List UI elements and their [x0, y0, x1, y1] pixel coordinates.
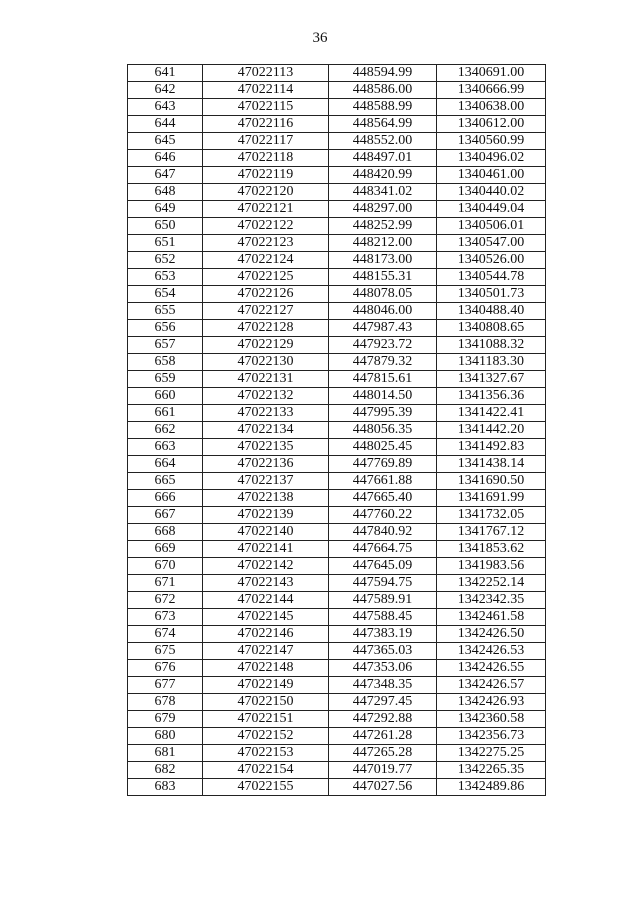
table-row — [128, 133, 546, 150]
y-coordinate-cell: 1342265.35 — [437, 762, 546, 779]
y-coordinate-cell: 1341438.14 — [437, 456, 546, 473]
point-id-cell: 47022122 — [203, 218, 329, 235]
x-coordinate-cell: 448594.99 — [329, 65, 437, 82]
x-coordinate-cell: 447261.28 — [329, 728, 437, 745]
point-id-cell: 47022114 — [203, 82, 329, 99]
table-row — [128, 728, 546, 745]
point-id-cell: 47022121 — [203, 201, 329, 218]
y-coordinate-cell: 1342426.93 — [437, 694, 546, 711]
point-number-cell: 666 — [128, 490, 203, 507]
point-number-cell: 650 — [128, 218, 203, 235]
table-row — [128, 745, 546, 762]
x-coordinate-cell: 447664.75 — [329, 541, 437, 558]
y-coordinate-cell: 1341356.36 — [437, 388, 546, 405]
point-number-cell: 672 — [128, 592, 203, 609]
point-id-cell: 47022134 — [203, 422, 329, 439]
point-number-cell: 682 — [128, 762, 203, 779]
point-number-cell: 653 — [128, 269, 203, 286]
point-number-cell: 656 — [128, 320, 203, 337]
point-number-cell: 647 — [128, 167, 203, 184]
y-coordinate-cell: 1342426.57 — [437, 677, 546, 694]
point-number-cell: 683 — [128, 779, 203, 796]
x-coordinate-cell: 447995.39 — [329, 405, 437, 422]
point-id-cell: 47022124 — [203, 252, 329, 269]
point-id-cell: 47022137 — [203, 473, 329, 490]
table-row — [128, 439, 546, 456]
point-id-cell: 47022127 — [203, 303, 329, 320]
point-number-cell: 641 — [128, 65, 203, 82]
table-row — [128, 235, 546, 252]
point-number-cell: 676 — [128, 660, 203, 677]
x-coordinate-cell: 448212.00 — [329, 235, 437, 252]
point-number-cell: 655 — [128, 303, 203, 320]
x-coordinate-cell: 448341.02 — [329, 184, 437, 201]
point-id-cell: 47022147 — [203, 643, 329, 660]
point-id-cell: 47022125 — [203, 269, 329, 286]
point-number-cell: 657 — [128, 337, 203, 354]
point-id-cell: 47022153 — [203, 745, 329, 762]
table-row — [128, 524, 546, 541]
coordinates-table-body — [128, 65, 546, 796]
y-coordinate-cell: 1340691.00 — [437, 65, 546, 82]
table-row — [128, 82, 546, 99]
point-id-cell: 47022151 — [203, 711, 329, 728]
y-coordinate-cell: 1341442.20 — [437, 422, 546, 439]
point-number-cell: 680 — [128, 728, 203, 745]
x-coordinate-cell: 448588.99 — [329, 99, 437, 116]
point-id-cell: 47022143 — [203, 575, 329, 592]
point-id-cell: 47022136 — [203, 456, 329, 473]
table-row — [128, 660, 546, 677]
x-coordinate-cell: 448173.00 — [329, 252, 437, 269]
table-row — [128, 541, 546, 558]
page-number: 36 — [312, 30, 328, 46]
y-coordinate-cell: 1342342.35 — [437, 592, 546, 609]
x-coordinate-cell: 448078.05 — [329, 286, 437, 303]
table-row — [128, 218, 546, 235]
point-number-cell: 662 — [128, 422, 203, 439]
y-coordinate-cell: 1340547.00 — [437, 235, 546, 252]
table-row — [128, 99, 546, 116]
table-row — [128, 762, 546, 779]
y-coordinate-cell: 1341183.30 — [437, 354, 546, 371]
point-number-cell: 661 — [128, 405, 203, 422]
table-row — [128, 490, 546, 507]
x-coordinate-cell: 447297.45 — [329, 694, 437, 711]
y-coordinate-cell: 1342252.14 — [437, 575, 546, 592]
point-number-cell: 675 — [128, 643, 203, 660]
y-coordinate-cell: 1340808.65 — [437, 320, 546, 337]
point-id-cell: 47022133 — [203, 405, 329, 422]
table-row — [128, 473, 546, 490]
table-row — [128, 405, 546, 422]
table-row — [128, 354, 546, 371]
table-row — [128, 116, 546, 133]
point-number-cell: 659 — [128, 371, 203, 388]
y-coordinate-cell: 1341690.50 — [437, 473, 546, 490]
table-row — [128, 456, 546, 473]
point-id-cell: 47022115 — [203, 99, 329, 116]
point-id-cell: 47022138 — [203, 490, 329, 507]
y-coordinate-cell: 1340560.99 — [437, 133, 546, 150]
x-coordinate-cell: 447594.75 — [329, 575, 437, 592]
point-id-cell: 47022154 — [203, 762, 329, 779]
point-number-cell: 678 — [128, 694, 203, 711]
point-number-cell: 644 — [128, 116, 203, 133]
x-coordinate-cell: 447769.89 — [329, 456, 437, 473]
point-id-cell: 47022128 — [203, 320, 329, 337]
point-id-cell: 47022140 — [203, 524, 329, 541]
point-number-cell: 673 — [128, 609, 203, 626]
x-coordinate-cell: 448497.01 — [329, 150, 437, 167]
table-row — [128, 677, 546, 694]
x-coordinate-cell: 447840.92 — [329, 524, 437, 541]
point-id-cell: 47022144 — [203, 592, 329, 609]
point-id-cell: 47022149 — [203, 677, 329, 694]
point-id-cell: 47022145 — [203, 609, 329, 626]
table-row — [128, 388, 546, 405]
table-row — [128, 609, 546, 626]
table-row — [128, 779, 546, 796]
point-number-cell: 648 — [128, 184, 203, 201]
point-id-cell: 47022132 — [203, 388, 329, 405]
x-coordinate-cell: 447348.35 — [329, 677, 437, 694]
y-coordinate-cell: 1342489.86 — [437, 779, 546, 796]
x-coordinate-cell: 447019.77 — [329, 762, 437, 779]
y-coordinate-cell: 1340666.99 — [437, 82, 546, 99]
y-coordinate-cell: 1341691.99 — [437, 490, 546, 507]
table-row — [128, 201, 546, 218]
point-number-cell: 642 — [128, 82, 203, 99]
x-coordinate-cell: 448586.00 — [329, 82, 437, 99]
y-coordinate-cell: 1340461.00 — [437, 167, 546, 184]
point-number-cell: 667 — [128, 507, 203, 524]
x-coordinate-cell: 447760.22 — [329, 507, 437, 524]
y-coordinate-cell: 1341422.41 — [437, 405, 546, 422]
point-id-cell: 47022120 — [203, 184, 329, 201]
y-coordinate-cell: 1342356.73 — [437, 728, 546, 745]
table-row — [128, 592, 546, 609]
x-coordinate-cell: 447923.72 — [329, 337, 437, 354]
x-coordinate-cell: 448252.99 — [329, 218, 437, 235]
x-coordinate-cell: 448155.31 — [329, 269, 437, 286]
x-coordinate-cell: 448420.99 — [329, 167, 437, 184]
point-number-cell: 681 — [128, 745, 203, 762]
y-coordinate-cell: 1341983.56 — [437, 558, 546, 575]
point-number-cell: 669 — [128, 541, 203, 558]
point-id-cell: 47022130 — [203, 354, 329, 371]
point-number-cell: 643 — [128, 99, 203, 116]
point-number-cell: 670 — [128, 558, 203, 575]
x-coordinate-cell: 448552.00 — [329, 133, 437, 150]
table-row — [128, 575, 546, 592]
table-row — [128, 252, 546, 269]
point-number-cell: 646 — [128, 150, 203, 167]
y-coordinate-cell: 1342461.58 — [437, 609, 546, 626]
y-coordinate-cell: 1341853.62 — [437, 541, 546, 558]
table-row — [128, 422, 546, 439]
table-row — [128, 711, 546, 728]
point-number-cell: 658 — [128, 354, 203, 371]
x-coordinate-cell: 448564.99 — [329, 116, 437, 133]
point-id-cell: 47022119 — [203, 167, 329, 184]
point-number-cell: 677 — [128, 677, 203, 694]
x-coordinate-cell: 447365.03 — [329, 643, 437, 660]
point-number-cell: 660 — [128, 388, 203, 405]
x-coordinate-cell: 447815.61 — [329, 371, 437, 388]
y-coordinate-cell: 1340544.78 — [437, 269, 546, 286]
x-coordinate-cell: 447027.56 — [329, 779, 437, 796]
point-id-cell: 47022139 — [203, 507, 329, 524]
point-id-cell: 47022116 — [203, 116, 329, 133]
table-row — [128, 558, 546, 575]
y-coordinate-cell: 1341088.32 — [437, 337, 546, 354]
y-coordinate-cell: 1340496.02 — [437, 150, 546, 167]
x-coordinate-cell: 447879.32 — [329, 354, 437, 371]
table-row — [128, 337, 546, 354]
point-id-cell: 47022148 — [203, 660, 329, 677]
y-coordinate-cell: 1342275.25 — [437, 745, 546, 762]
x-coordinate-cell: 447665.40 — [329, 490, 437, 507]
point-id-cell: 47022152 — [203, 728, 329, 745]
point-number-cell: 645 — [128, 133, 203, 150]
y-coordinate-cell: 1340501.73 — [437, 286, 546, 303]
x-coordinate-cell: 448025.45 — [329, 439, 437, 456]
point-number-cell: 668 — [128, 524, 203, 541]
x-coordinate-cell: 447265.28 — [329, 745, 437, 762]
table-row — [128, 507, 546, 524]
point-id-cell: 47022135 — [203, 439, 329, 456]
table-row — [128, 371, 546, 388]
point-id-cell: 47022126 — [203, 286, 329, 303]
y-coordinate-cell: 1341327.67 — [437, 371, 546, 388]
x-coordinate-cell: 447353.06 — [329, 660, 437, 677]
table-row — [128, 303, 546, 320]
x-coordinate-cell: 447661.88 — [329, 473, 437, 490]
point-number-cell: 663 — [128, 439, 203, 456]
point-number-cell: 674 — [128, 626, 203, 643]
table-row — [128, 167, 546, 184]
point-number-cell: 671 — [128, 575, 203, 592]
point-id-cell: 47022131 — [203, 371, 329, 388]
point-id-cell: 47022113 — [203, 65, 329, 82]
point-id-cell: 47022155 — [203, 779, 329, 796]
point-id-cell: 47022117 — [203, 133, 329, 150]
x-coordinate-cell: 447383.19 — [329, 626, 437, 643]
y-coordinate-cell: 1340612.00 — [437, 116, 546, 133]
point-id-cell: 47022146 — [203, 626, 329, 643]
table-row — [128, 269, 546, 286]
y-coordinate-cell: 1340488.40 — [437, 303, 546, 320]
x-coordinate-cell: 448056.35 — [329, 422, 437, 439]
y-coordinate-cell: 1340638.00 — [437, 99, 546, 116]
y-coordinate-cell: 1340526.00 — [437, 252, 546, 269]
x-coordinate-cell: 447292.88 — [329, 711, 437, 728]
y-coordinate-cell: 1340449.04 — [437, 201, 546, 218]
table-row — [128, 626, 546, 643]
y-coordinate-cell: 1340440.02 — [437, 184, 546, 201]
table-row — [128, 150, 546, 167]
point-number-cell: 652 — [128, 252, 203, 269]
x-coordinate-cell: 448014.50 — [329, 388, 437, 405]
y-coordinate-cell: 1341732.05 — [437, 507, 546, 524]
table-row — [128, 643, 546, 660]
point-number-cell: 651 — [128, 235, 203, 252]
point-id-cell: 47022141 — [203, 541, 329, 558]
x-coordinate-cell: 447645.09 — [329, 558, 437, 575]
x-coordinate-cell: 447589.91 — [329, 592, 437, 609]
point-id-cell: 47022150 — [203, 694, 329, 711]
point-number-cell: 679 — [128, 711, 203, 728]
x-coordinate-cell: 447987.43 — [329, 320, 437, 337]
point-id-cell: 47022142 — [203, 558, 329, 575]
table-row — [128, 286, 546, 303]
x-coordinate-cell: 447588.45 — [329, 609, 437, 626]
y-coordinate-cell: 1340506.01 — [437, 218, 546, 235]
x-coordinate-cell: 448297.00 — [329, 201, 437, 218]
y-coordinate-cell: 1341492.83 — [437, 439, 546, 456]
table-row — [128, 65, 546, 82]
table-row — [128, 694, 546, 711]
y-coordinate-cell: 1342426.55 — [437, 660, 546, 677]
table-row — [128, 320, 546, 337]
table-row — [128, 184, 546, 201]
point-number-cell: 654 — [128, 286, 203, 303]
y-coordinate-cell: 1342426.50 — [437, 626, 546, 643]
point-number-cell: 664 — [128, 456, 203, 473]
point-id-cell: 47022129 — [203, 337, 329, 354]
point-id-cell: 47022123 — [203, 235, 329, 252]
y-coordinate-cell: 1342426.53 — [437, 643, 546, 660]
point-id-cell: 47022118 — [203, 150, 329, 167]
coordinates-table — [127, 64, 546, 796]
y-coordinate-cell: 1342360.58 — [437, 711, 546, 728]
point-number-cell: 665 — [128, 473, 203, 490]
x-coordinate-cell: 448046.00 — [329, 303, 437, 320]
point-number-cell: 649 — [128, 201, 203, 218]
y-coordinate-cell: 1341767.12 — [437, 524, 546, 541]
